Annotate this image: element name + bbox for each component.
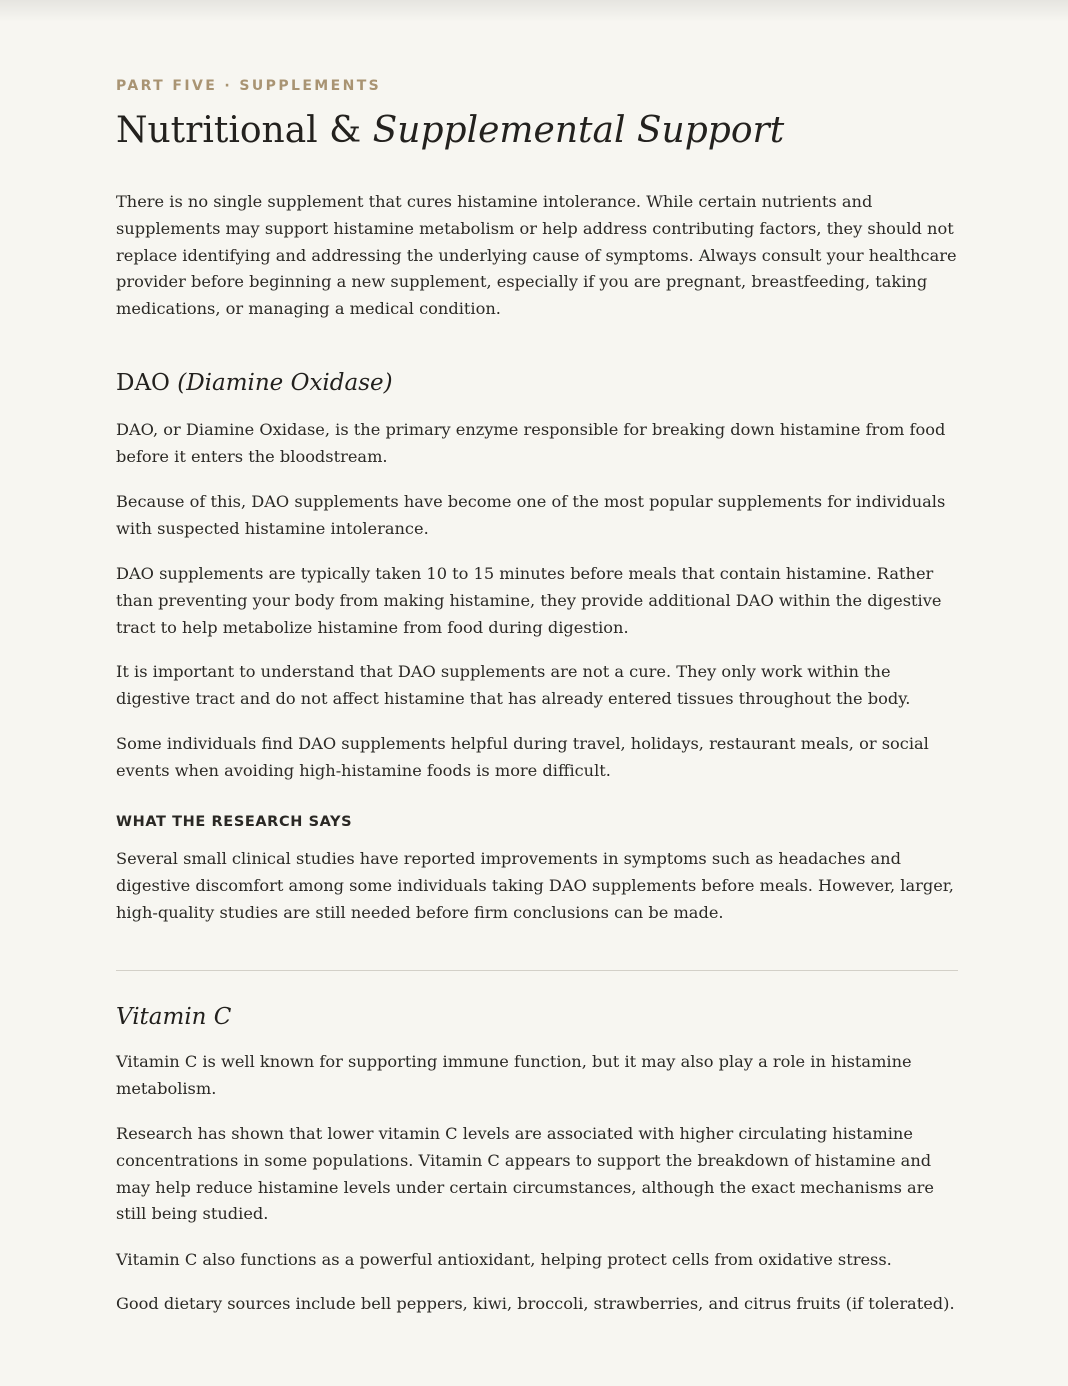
vitamin-c-paragraph [116, 1049, 958, 1103]
research-paragraph: Several small clinical studies have reported improvements in symptoms such as headaches and digestive discomfort among some individuals taking DAO supplements before meals. However, larger, high-quality studies are still needed before firm conclusions can be made. [116, 849, 954, 922]
research-block [116, 846, 958, 926]
section-divider [116, 970, 958, 971]
dao-paragraph [116, 659, 958, 713]
dao-paragraph-5: Some individuals find DAO supplements helpful during travel, holidays, restaurant meals, or social events when avoiding high-histamine foods is more difficult. [116, 734, 929, 780]
section-eyebrow: PART FIVE · SUPPLEMENTS [116, 78, 382, 94]
vitamin-c-paragraph [116, 1121, 958, 1228]
dao-paragraph [116, 731, 958, 785]
page-title-italic: Supplemental Support [372, 110, 785, 151]
intro-paragraph: There is no single supplement that cures histamine intolerance. While certain nutrients and supplements may support histamine metabolism or help address contributing factors, they should not replace identifying and addressing the underlying cause of symptoms. Always consult your healthcare provider before beginning a new supplement, especially if you are pregnant, breastfeeding, taking medications, or managing a medical condition. [116, 192, 957, 319]
dao-heading-plain: DAO [116, 370, 178, 396]
dao-paragraph-3: DAO supplements are typically taken 10 to 15 minutes before meals that contain histamine. Rather than preventing your body from making histamine, they provide additional DAO within the digestive tract to help metabolize histamine from food during digestion. [116, 564, 942, 637]
vitamin-c-paragraph-1: Vitamin C is well known for supporting immune function, but it may also play a role in histamine metabolism. [116, 1052, 912, 1098]
vitamin-c-paragraph [116, 1247, 958, 1274]
dao-paragraph-2: Because of this, DAO supplements have become one of the most popular supplements for individuals with suspected histamine intolerance. [116, 492, 946, 538]
top-shadow [0, 0, 1068, 22]
dao-paragraph-4: It is important to understand that DAO supplements are not a cure. They only work within the digestive tract and do not affect histamine that has already entered tissues throughout the body. [116, 662, 911, 708]
dao-paragraph [116, 489, 958, 543]
dao-paragraph [116, 561, 958, 641]
vitamin-c-heading [116, 1001, 231, 1033]
page-title [116, 104, 784, 158]
research-label: WHAT THE RESEARCH SAYS [116, 814, 353, 830]
vitamin-c-paragraph-3: Vitamin C also functions as a powerful antioxidant, helping protect cells from oxidative stress. [116, 1250, 892, 1269]
vitamin-c-heading-italic: Vitamin C [116, 1004, 232, 1030]
intro-block [116, 189, 958, 323]
vitamin-c-paragraph-2: Research has shown that lower vitamin C levels are associated with higher circulating histamine concentrations in some populations. Vitamin C appears to support the breakdown of histamine and may help reduce histamine levels under certain circumstances, although the exact mechanisms are still being studied. [116, 1124, 934, 1224]
dao-heading [116, 367, 393, 399]
vitamin-c-paragraph [116, 1291, 958, 1318]
dao-heading-italic: (Diamine Oxidase) [177, 370, 393, 396]
dao-paragraph [116, 417, 958, 471]
page-title-plain: Nutritional & [116, 110, 373, 151]
dao-paragraph-1: DAO, or Diamine Oxidase, is the primary enzyme responsible for breaking down histamine from food before it enters the bloodstream. [116, 420, 946, 466]
vitamin-c-paragraph-4: Good dietary sources include bell peppers, kiwi, broccoli, strawberries, and citrus fruits (if tolerated). [116, 1294, 955, 1313]
